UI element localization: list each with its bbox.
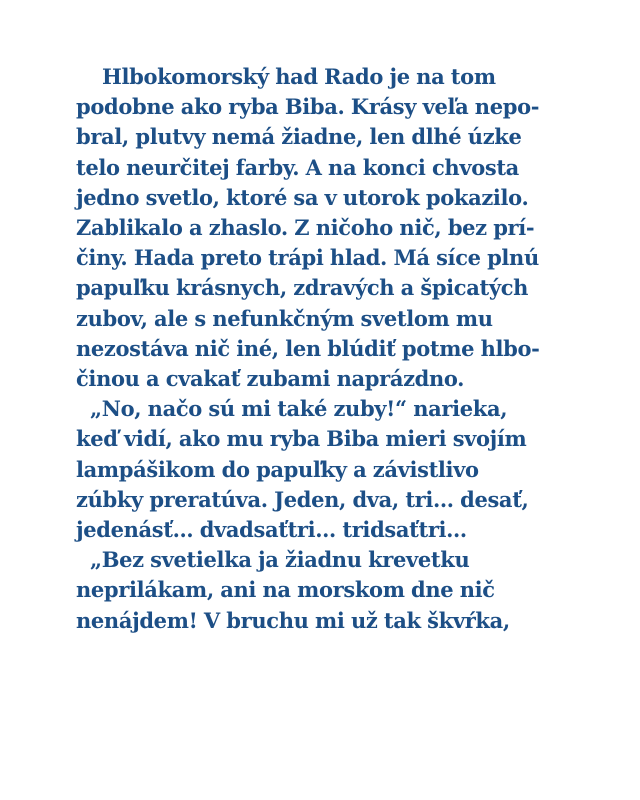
text-line: papuľku krásnych, zdravých a špicatých — [76, 275, 529, 301]
text-line: lampášikom do papuľky a závistlivo — [76, 456, 479, 482]
text-line: zubov, ale s nefunkčným svetlom mu — [76, 305, 493, 331]
text-line: telo neurčitej farby. A na konci chvosta — [76, 154, 519, 180]
text-line: Hlbokomorský had Rado je na tom — [102, 64, 496, 89]
text-line: podobne ako ryba Biba. Krásy veľa nepo- — [76, 94, 540, 120]
text-line: bral, plutvy nemá žiadne, len dlhé úzke — [76, 124, 522, 150]
text-line: „Bez svetielka ja žiadnu krevetku — [90, 547, 470, 573]
text-line: nezostáva nič iné, len blúdiť potme hlbo- — [76, 335, 540, 361]
text-line: neprilákam, ani na morskom dne nič — [76, 577, 495, 603]
text-line: „No, načo sú mi také zuby!“ narieka, — [90, 396, 508, 422]
text-line: činy. Hada preto trápi hlad. Má síce plnú — [76, 245, 539, 271]
text-line: nenájdem! V bruchu mi už tak škvŕka, — [76, 607, 510, 633]
text-line: jedno svetlo, ktoré sa v utorok pokazilo. — [76, 184, 529, 210]
text-line: činou a cvakať zubami naprázdno. — [76, 366, 465, 392]
text-line: Zablikalo a zhaslo. Z ničoho nič, bez prí- — [76, 215, 535, 241]
text-line: zúbky preratúva. Jeden, dva, tri… desať, — [76, 486, 529, 512]
story-text — [76, 62, 576, 636]
text-line: jedenásť… dvadsaťtri… tridsaťtri… — [76, 517, 467, 543]
text-line: keď vidí, ako mu ryba Biba mieri svojím — [76, 426, 527, 452]
